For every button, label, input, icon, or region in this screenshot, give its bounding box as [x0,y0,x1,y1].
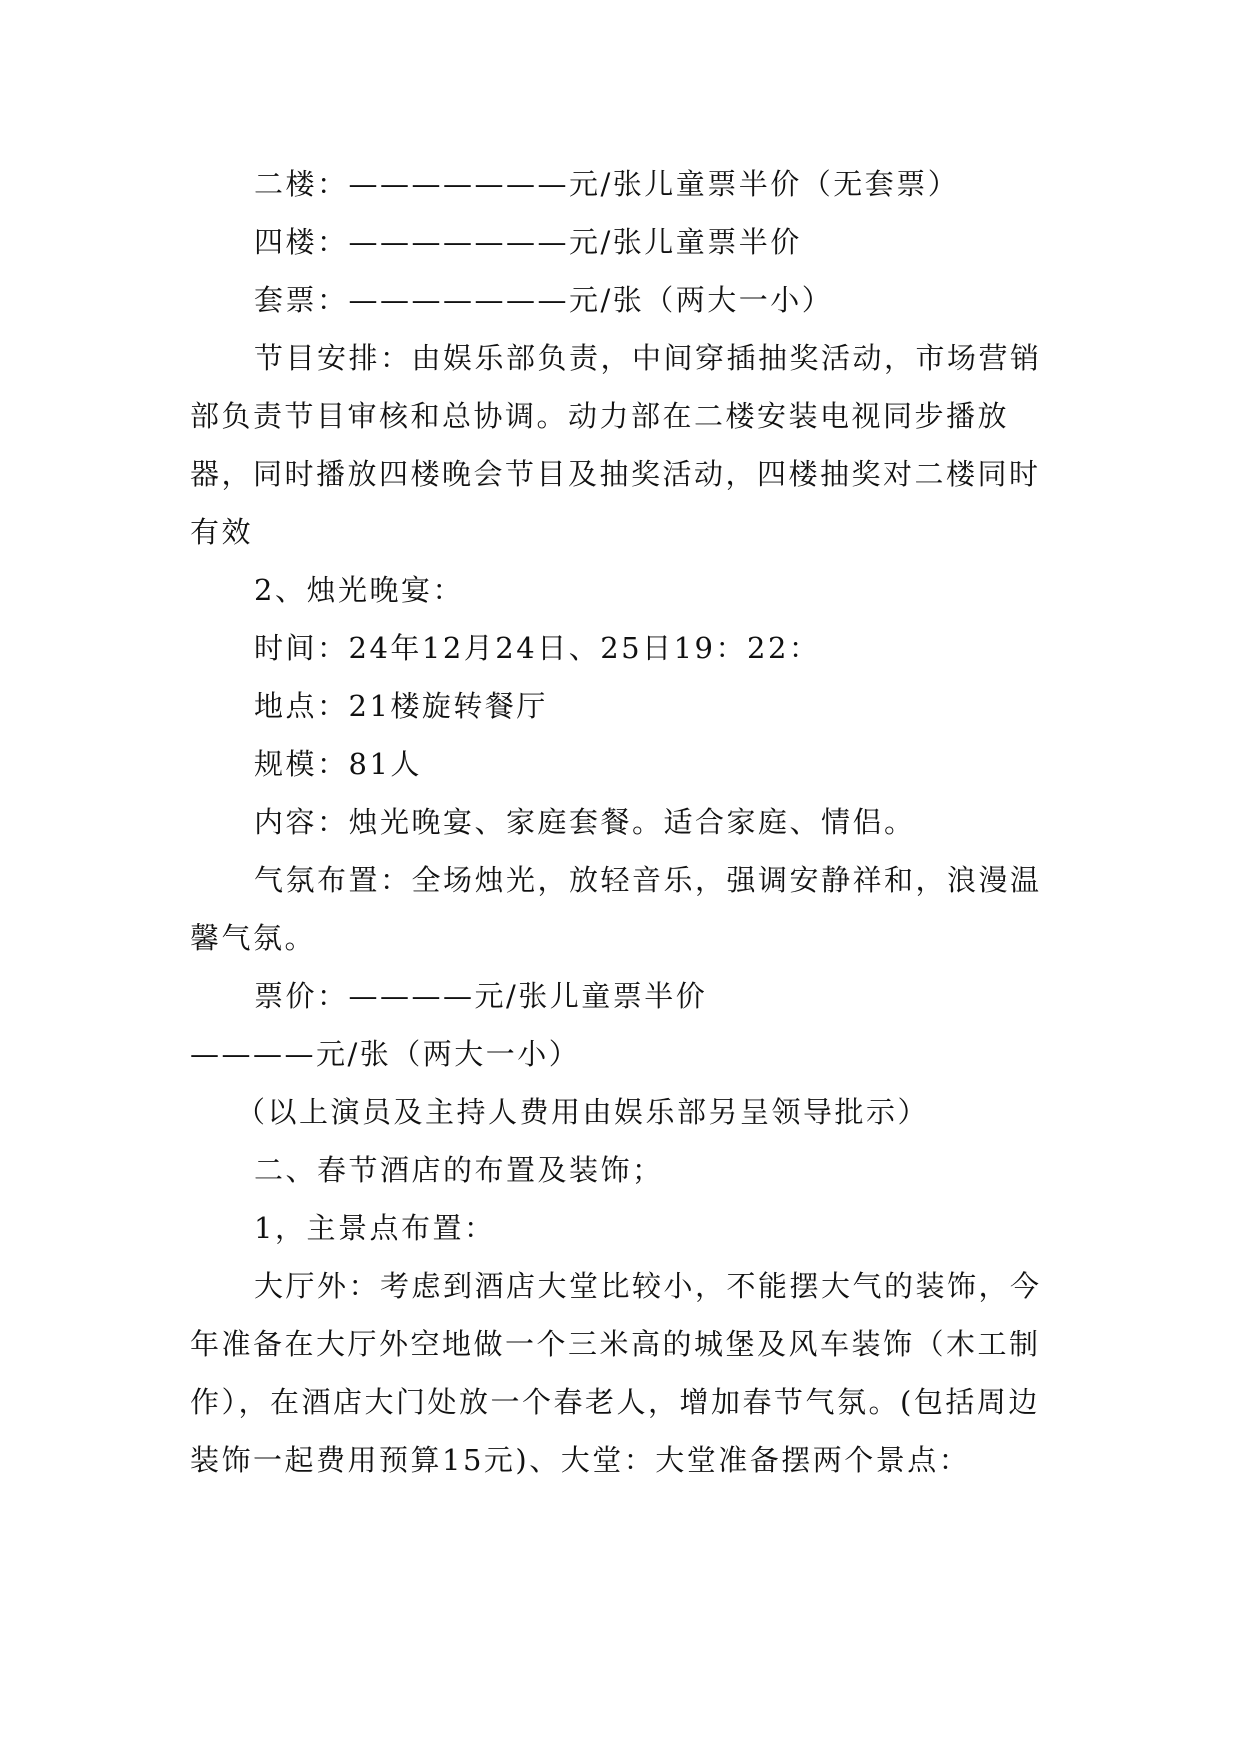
paragraph-note: （以上演员及主持人费用由娱乐部另呈领导批示） [236,1095,930,1129]
paragraph-scale: 规模：81人 [254,747,422,781]
paragraph-time: 时间：24年12月24日、25日19：22： [254,631,821,665]
paragraph-candlelight-heading: 2、烛光晚宴： [254,573,464,607]
document-body [190,155,1060,1489]
paragraph-atmosphere: 气氛布置：全场烛光，放轻音乐，强调安静祥和，浪漫温馨气氛。 [190,863,1042,955]
paragraph-second-floor-price: 二楼：———————元/张儿童票半价（无套票） [254,167,960,201]
paragraph-ticket-price-package: ————元/张（两大一小） [190,1037,581,1071]
paragraph-fourth-floor-price: 四楼：———————元/张儿童票半价 [254,225,802,259]
paragraph-main-scenery-heading: 1，主景点布置： [254,1211,496,1245]
paragraph-hall-exterior: 大厅外：考虑到酒店大堂比较小，不能摆大气的装饰，今年准备在大厅外空地做一个三米高的城堡及风车装饰（木工制作），在酒店大门处放一个春老人，增加春节气氛。(包括周边装饰一起费用预算15元)、大堂：大堂准备摆两个景点： [190,1269,1042,1477]
paragraph-content: 内容：烛光晚宴、家庭套餐。适合家庭、情侣。 [254,805,916,839]
paragraph-program-arrangement: 节目安排：由娱乐部负责，中间穿插抽奖活动，市场营销部负责节目审核和总协调。动力部在二楼安装电视同步播放器，同时播放四楼晚会节目及抽奖活动，四楼抽奖对二楼同时有效 [190,341,1042,549]
paragraph-package-price: 套票：———————元/张（两大一小） [254,283,834,317]
section-heading-decoration: 二、春节酒店的布置及装饰； [254,1153,664,1187]
paragraph-ticket-price: 票价：————元/张儿童票半价 [254,979,708,1013]
paragraph-location: 地点：21楼旋转餐厅 [254,689,548,723]
